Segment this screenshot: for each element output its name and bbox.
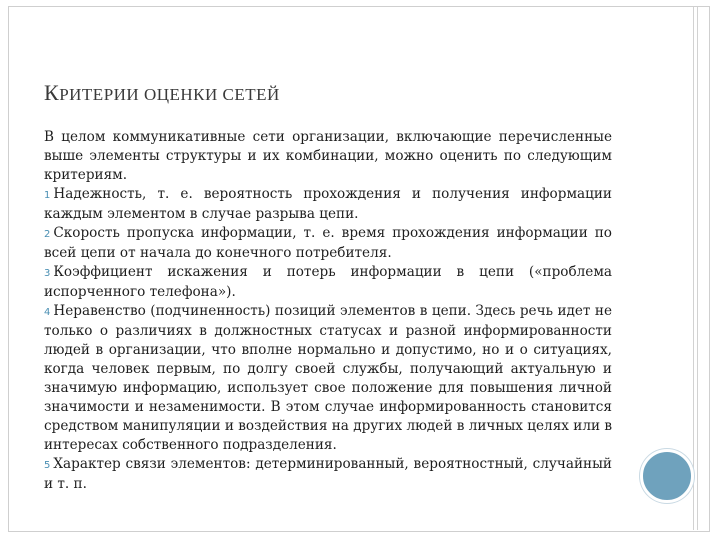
item-number: 1: [44, 190, 51, 201]
item-number: 5: [44, 460, 51, 471]
title-rest: РИТЕРИИ ОЦЕНКИ СЕТЕЙ: [59, 85, 280, 104]
item-number: 4: [44, 307, 51, 318]
item-text: Характер связи элементов: детерминированный, вероятностный, случайный и т. п.: [44, 456, 612, 492]
slide-title: [44, 80, 280, 106]
slide-content: [44, 128, 612, 494]
item-number: 3: [44, 268, 51, 279]
title-first-letter: К: [44, 80, 60, 105]
decorative-circle: [640, 449, 694, 503]
item-text: Коэффициент искажения и потерь информации в цепи («проблема испорченного телефона»).: [44, 264, 612, 300]
side-rule: [693, 7, 694, 530]
item-text: Скорость пропуска информации, т. е. время прохождения информации по всей цепи от начала до конечного потребителя.: [44, 225, 612, 261]
item-text: Неравенство (подчиненность) позиций элементов в цепи. Здесь речь идет не только о различиях в должностных статусах и разной информированности людей в организации, что вполне нормально и допустимо, но и о ситуациях, когда человек первым, по долгу своей службы, получающий актуальную и значимую информацию, использует свое положение для повышения личной значимости и незаменимости. В этом случае информированность становится средством манипуляции и воздействия на других людей в личных целях или в интересах собственного подразделения.: [44, 303, 612, 453]
list-item: [44, 302, 612, 455]
item-number: 2: [44, 229, 51, 240]
list-item: [44, 263, 612, 302]
list-item: [44, 224, 612, 263]
intro-paragraph: В целом коммуникативные сети организации, включающие перечисленные выше элементы структуры и их комбинации, можно оценить по следующим критериям.: [44, 129, 612, 183]
side-rule: [697, 7, 698, 530]
list-item: [44, 455, 612, 494]
list-item: [44, 185, 612, 224]
item-text: Надежность, т. е. вероятность прохождения и получения информации каждым элементом в случае разрыва цепи.: [44, 186, 612, 222]
